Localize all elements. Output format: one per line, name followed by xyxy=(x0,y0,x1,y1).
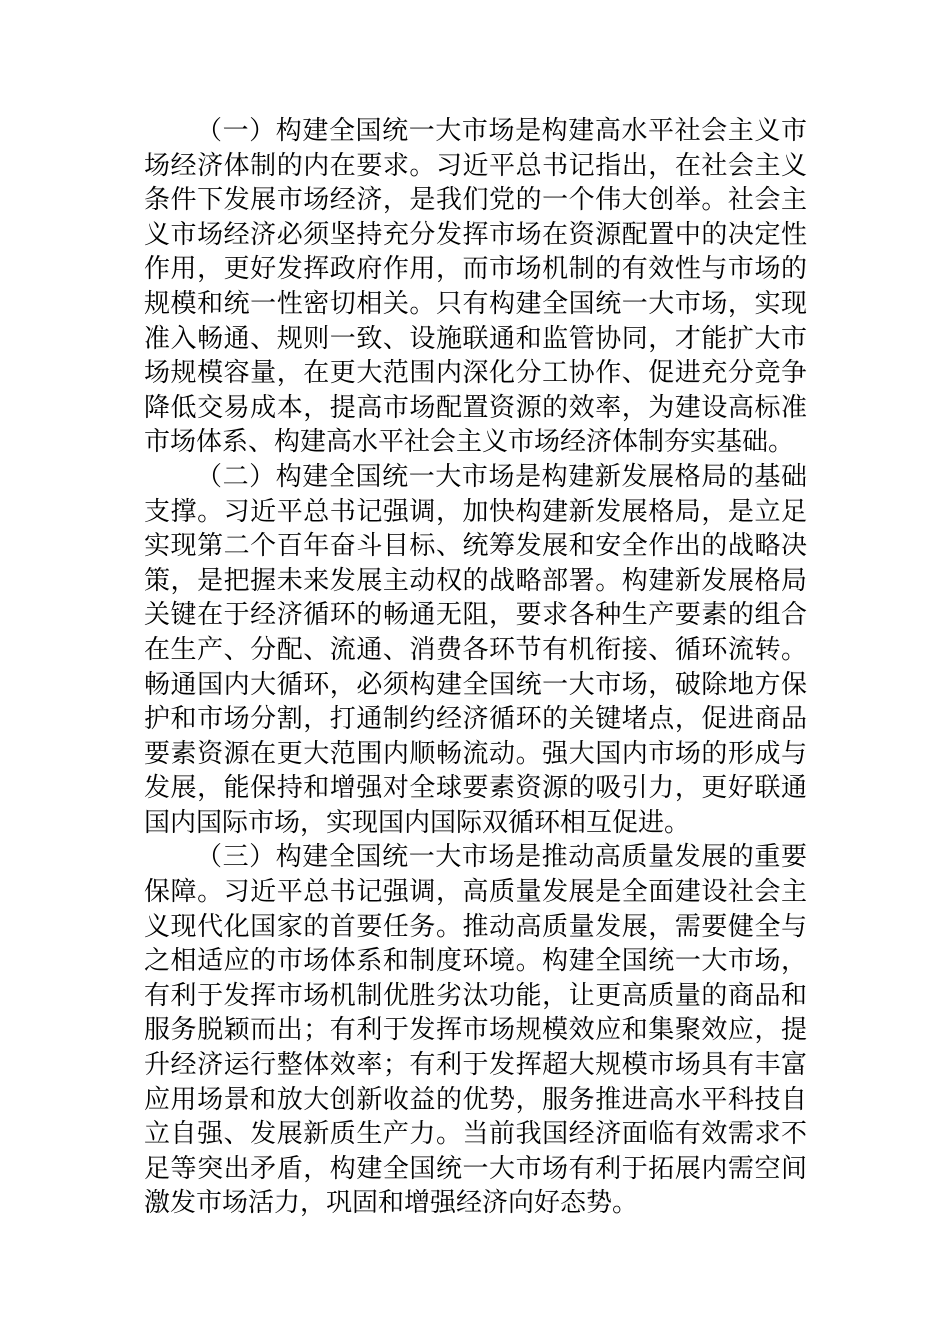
document-body xyxy=(144,114,807,1221)
paragraph-3: （三）构建全国统一大市场是推动高质量发展的重要保障。习近平总书记强调，高质量发展是全面建设社会主义现代化国家的首要任务。推动高质量发展，需要健全与之相适应的市场体系和制度环境。构建全国统一大市场，有利于发挥市场机制优胜劣汰功能，让更高质量的商品和服务脱颖而出；有利于发挥市场规模效应和集聚效应，提升经济运行整体效率；有利于发挥超大规模市场具有丰富应用场景和放大创新收益的优势，服务推进高水平科技自立自强、发展新质生产力。当前我国经济面临有效需求不足等突出矛盾，构建全国统一大市场有利于拓展内需空间激发市场活力，巩固和增强经济向好态势。 xyxy=(144,842,807,1219)
paragraph-1: （一）构建全国统一大市场是构建高水平社会主义市场经济体制的内在要求。习近平总书记指出，在社会主义条件下发展市场经济，是我们党的一个伟大创举。社会主义市场经济必须坚持充分发挥市场在资源配置中的决定性作用，更好发挥政府作用，而市场机制的有效性与市场的规模和统一性密切相关。只有构建全国统一大市场，实现准入畅通、规则一致、设施联通和监管协同，才能扩大市场规模容量，在更大范围内深化分工协作、促进充分竞争降低交易成本，提高市场配置资源的效率，为建设高标准市场体系、构建高水平社会主义市场经济体制夯实基础。 xyxy=(144,116,807,458)
paragraph-2: （二）构建全国统一大市场是构建新发展格局的基础支撑。习近平总书记强调，加快构建新发展格局，是立足实现第二个百年奋斗目标、统筹发展和安全作出的战略决策，是把握未来发展主动权的战略部署。构建新发展格局关键在于经济循环的畅通无阻，要求各种生产要素的组合在生产、分配、流通、消费各环节有机衔接、循环流转。畅通国内大循环，必须构建全国统一大市场，破除地方保护和市场分割，打通制约经济循环的关键堵点，促进商品要素资源在更大范围内顺畅流动。强大国内市场的形成与发展，能保持和增强对全球要素资源的吸引力，更好联通国内国际市场，实现国内国际双循环相互促进。 xyxy=(144,461,807,838)
